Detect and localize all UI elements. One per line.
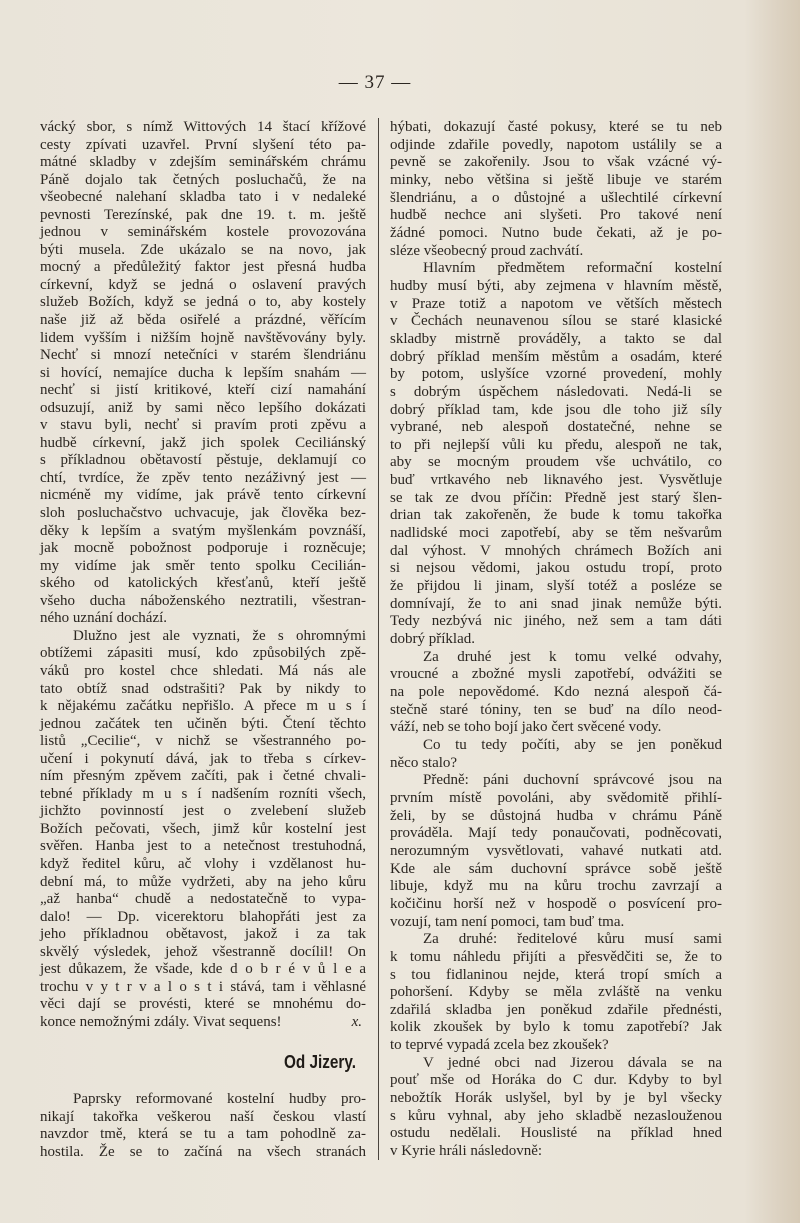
text-line xyxy=(40,224,366,242)
line-text: dobrý příklad. xyxy=(390,631,475,648)
text-line xyxy=(390,861,722,879)
text-line xyxy=(390,119,722,137)
line-text: libuje, když mu na kůru trochu zavrzají a xyxy=(390,878,722,895)
text-line xyxy=(40,330,366,348)
text-line xyxy=(390,313,722,331)
text-line xyxy=(40,294,366,312)
line-text: hudby musí býti, aby zejmena v hlavním městě, xyxy=(390,277,722,294)
paragraph xyxy=(40,628,366,1032)
text-line xyxy=(390,737,722,755)
line-text: když ředitel kůru, ač vlohy i vzdělanost hu- xyxy=(40,855,366,872)
paragraph xyxy=(390,649,722,737)
line-text: odjinde zdařile povedly, napotom ustálily se a xyxy=(390,136,722,153)
text-line xyxy=(40,610,366,628)
text-line xyxy=(390,578,722,596)
line-text: hudbě nechce ani slyšeti. Pro takové není xyxy=(390,207,722,224)
line-text: aby se mocným proudem vše uchvátilo, co xyxy=(390,454,722,471)
text-line xyxy=(390,825,722,843)
line-text: hýbati, dokazují časté pokusy, které se tu neb xyxy=(390,119,722,135)
line-text: pouť mše od Horáka do C dur. Kdyby to byl xyxy=(390,1072,722,1089)
line-text: dobrý příklad tam, kde jsou dle toho již síly xyxy=(390,401,722,418)
text-line xyxy=(390,1072,722,1090)
line-text: trochu v y t r v a l o s t i stává, tam i věhlasné xyxy=(40,978,366,995)
text-line xyxy=(390,154,722,172)
text-line xyxy=(40,558,366,576)
text-line xyxy=(390,896,722,914)
line-text: sloh posluchačstvo uchvacuje, jak člověka bez- xyxy=(40,505,366,522)
text-line xyxy=(40,803,366,821)
line-text: si hovící, nemajíce ducha k lepším snahám — xyxy=(40,364,366,381)
line-text: v Čechách neunavenou sílou se staré klasické xyxy=(390,313,722,330)
text-line xyxy=(390,278,722,296)
column-divider xyxy=(378,118,379,1160)
text-line xyxy=(40,716,366,734)
line-text: s tou fidlaninou nejde, která tropí smích a xyxy=(390,966,722,983)
text-line xyxy=(40,172,366,190)
line-text: nadlidské moci zapotřebí, aby se těm nešvarům xyxy=(390,525,722,542)
text-line xyxy=(390,613,722,631)
text-line xyxy=(40,1144,366,1162)
line-text: mátné skladby v zdejším seminářském chrámu xyxy=(40,154,366,171)
line-text: skladby mistrně prováděly, a takto se dal xyxy=(390,330,722,347)
text-line xyxy=(40,979,366,997)
line-text: zdařilá skladba jen poněkud zdařile přednésti, xyxy=(390,1001,722,1018)
line-text: stečně staré tóniny, ten se buď na dílo neod- xyxy=(390,701,722,718)
text-line xyxy=(390,1055,722,1073)
text-line xyxy=(390,437,722,455)
author-signature: x. xyxy=(351,1013,362,1030)
line-text: vácký sbor, s nímž Wittových 14 štací křížové xyxy=(40,119,366,135)
line-text: by potom, uslyšíce vzorné provedení, mohly xyxy=(390,366,722,383)
line-text: mocný a předůležitý faktor jest přesná hudba xyxy=(40,259,366,276)
text-line xyxy=(40,207,366,225)
text-line xyxy=(40,891,366,909)
text-line xyxy=(390,1143,722,1161)
text-line xyxy=(40,417,366,435)
text-line xyxy=(40,452,366,470)
text-line xyxy=(390,631,722,649)
line-text: jak mocně pobožnost podporuje i rozněcuje; xyxy=(40,540,366,557)
line-text: k nějakému začátku nepřišlo. A přece m u s í xyxy=(40,698,366,715)
line-text: že přijdou li jinam, slyší totéž a posléze se xyxy=(390,578,722,595)
text-line xyxy=(40,523,366,541)
text-line xyxy=(40,347,366,365)
text-line xyxy=(390,719,722,737)
line-text: Předně: páni duchovní správcové jsou na xyxy=(423,772,722,789)
text-line xyxy=(40,154,366,172)
text-line xyxy=(390,790,722,808)
line-text: drian tak zakořeněn, že bude k tomu takořka xyxy=(390,507,722,524)
line-text: si nejsou vědomi, jakou ostudu tropí, proto xyxy=(390,560,722,577)
line-text: ného uznání dochází. xyxy=(40,610,168,627)
text-line xyxy=(390,702,722,720)
line-text: ním přesným zpěvem začíti, pak i četné chvali- xyxy=(40,768,366,785)
paragraph xyxy=(390,772,722,931)
line-text: Hlavním předmětem reformační kostelní xyxy=(423,260,722,277)
text-line xyxy=(40,312,366,330)
text-line xyxy=(40,768,366,786)
text-line xyxy=(390,384,722,402)
text-line xyxy=(40,277,366,295)
text-line xyxy=(40,821,366,839)
line-text: jichžto povinností jest o zvelebení služeb xyxy=(40,803,366,820)
text-line xyxy=(40,593,366,611)
line-text: hostila. Že se to začíná na všech stranách xyxy=(40,1143,366,1160)
line-text: Za druhé jest k tomu velké odvahy, xyxy=(423,648,722,665)
line-text: Co tu tedy počíti, aby se jen poněkud xyxy=(423,736,722,753)
section-heading: Od Jizery. xyxy=(284,1052,356,1072)
line-text: žádné pomoci. Nutno bude čekati, až je po- xyxy=(390,224,722,241)
line-text: vybrané, neb alespoň dostatečné, nehne se xyxy=(390,419,722,436)
text-line xyxy=(40,189,366,207)
text-line xyxy=(40,909,366,927)
text-line xyxy=(390,984,722,1002)
text-line xyxy=(40,786,366,804)
text-line xyxy=(390,525,722,543)
line-text: hudbě církevní, jakž jich spolek Ceciliánský xyxy=(40,434,366,451)
paragraph xyxy=(40,1091,366,1161)
line-text: s kůru vyhnal, aby jeho skladbě nezaslouženou xyxy=(390,1107,722,1124)
text-line xyxy=(390,454,722,472)
text-line xyxy=(390,402,722,420)
line-text: na pole nepovědomé. Kdo nezná alespoň čá- xyxy=(390,684,722,700)
text-line xyxy=(390,543,722,561)
text-line xyxy=(40,119,366,137)
line-text: s příkladnou obětavostí pěstuje, deklamují co xyxy=(40,452,366,469)
text-line xyxy=(390,296,722,314)
text-line xyxy=(390,1002,722,1020)
text-line xyxy=(40,400,366,418)
line-text: v Praze totiž a napotom ve větších městech xyxy=(390,295,722,312)
text-line xyxy=(40,874,366,892)
line-text: dalo! — Dp. vicerektoru blahopřáti jest za xyxy=(40,908,366,925)
line-text: cesty zpívati uzavřel. První slyšení této pa- xyxy=(40,136,366,153)
right-column xyxy=(390,119,722,1161)
text-line xyxy=(40,628,366,646)
line-text: Kde ale sám duchovní správce sobě ještě xyxy=(390,860,722,877)
line-text: váků pro kostel chce shledati. Má nás ale xyxy=(40,662,366,679)
text-line xyxy=(40,1109,366,1127)
line-text: listů „Cecilie“, v nichž se všestranného po- xyxy=(40,733,366,750)
text-line xyxy=(40,996,366,1014)
text-line xyxy=(390,1108,722,1126)
line-text: obtížemi zápasiti musí, kdo způsobilých zpě- xyxy=(40,645,366,662)
text-line xyxy=(40,681,366,699)
line-text: to teprvé vypadá zcela bez zkoušek? xyxy=(390,1037,609,1054)
line-text: kočičinu horší než v hospodě o posvícení pro- xyxy=(390,895,722,912)
text-line xyxy=(40,961,366,979)
text-line xyxy=(40,435,366,453)
line-text: lidem vyšším i nižším hojně navštěvovány byly. xyxy=(40,329,366,346)
text-line xyxy=(390,649,722,667)
line-text: my vidíme jak směr tento spolku Cecilián- xyxy=(40,557,366,574)
text-line xyxy=(390,472,722,490)
line-text: vozují, tam není pomoci, tam buď tma. xyxy=(390,913,625,930)
text-line xyxy=(390,207,722,225)
text-line xyxy=(390,331,722,349)
line-text: prováděla. Mají tedy ponaučovati, podněcovati, xyxy=(390,825,722,842)
text-line xyxy=(390,560,722,578)
line-text: svěřen. Hanba jest to a netečnost trestuhodná, xyxy=(40,838,366,855)
line-text: nicméně my vidíme, jak právě tento církevní xyxy=(40,487,366,504)
text-line xyxy=(40,733,366,751)
line-text: jednou začátek ten učiněn býti. Čtení těchto xyxy=(40,715,366,732)
text-line xyxy=(390,243,722,261)
line-text: Páně dojalo tak četných posluchačů, že na xyxy=(40,171,366,188)
line-text: Paprsky reformované kostelní hudby pro- xyxy=(73,1091,366,1107)
text-line xyxy=(390,666,722,684)
line-text: nebožtík Horák uslyšel, byl by je byl všecky xyxy=(390,1090,722,1107)
text-line xyxy=(390,225,722,243)
text-line xyxy=(390,419,722,437)
text-line xyxy=(40,575,366,593)
text-line xyxy=(40,365,366,383)
line-text: děky k lepším a svatým myšlenkám povznáší, xyxy=(40,522,366,539)
line-text: naše již až běda osiřelé a prázdné, věřícím xyxy=(40,312,366,329)
line-text: to při nejlepší vůli ku předu, alespoň ne tak, xyxy=(390,436,722,453)
line-text: dal výhost. V mnohých chrámech Božích ani xyxy=(390,542,722,559)
line-text: k tomu náhledu přijíti a přesvědčiti se, že to xyxy=(390,948,722,965)
line-text: služeb Božích, když se jedná o to, aby kostely xyxy=(40,294,366,311)
left-column xyxy=(40,119,366,1031)
section-body xyxy=(40,1091,366,1161)
line-text: tato obtíž snad odstrašiti? Pak by nikdy to xyxy=(40,680,366,697)
line-text: vroucné a zbožné mysli zapotřebí, odvážiti se xyxy=(390,666,722,683)
text-line xyxy=(390,1019,722,1037)
line-text: v stavu byli, nechť si pravím proti zpěvu a xyxy=(40,417,366,434)
paragraph xyxy=(390,1055,722,1161)
text-line xyxy=(390,967,722,985)
line-text: „až hanba“ chudě a nedostatečně to vypa- xyxy=(40,891,366,908)
text-line xyxy=(40,382,366,400)
text-line xyxy=(40,137,366,155)
text-line xyxy=(390,507,722,525)
text-line xyxy=(390,137,722,155)
text-line xyxy=(40,751,366,769)
text-line xyxy=(40,663,366,681)
text-line xyxy=(390,808,722,826)
text-line xyxy=(390,260,722,278)
text-line xyxy=(40,645,366,663)
line-text: dobrý příklad menším městům a osadám, které xyxy=(390,348,722,365)
paragraph xyxy=(390,119,722,260)
line-text: kolik zkoušek by bylo k tomu zapotřebí? Jak xyxy=(390,1019,722,1036)
line-text: něco stalo? xyxy=(390,754,458,771)
line-text: minky, nebo většina si ještě libuje ve starém xyxy=(390,171,722,188)
text-line xyxy=(40,698,366,716)
paragraph xyxy=(390,931,722,1055)
text-line xyxy=(40,856,366,874)
paragraph xyxy=(40,119,366,628)
text-line xyxy=(390,349,722,367)
line-text: s dobrým úspěchem následovati. Nedá-li se xyxy=(390,383,722,400)
text-line xyxy=(40,944,366,962)
paragraph xyxy=(390,260,722,648)
text-line xyxy=(40,487,366,505)
line-text: učení i pokynutí dává, jak to třeba s církev- xyxy=(40,750,366,767)
line-text: jednou v seminářském kostele provozována xyxy=(40,224,366,241)
line-text: skvělý výsledek, jehož všestranně docílil! On xyxy=(40,943,366,960)
line-text: šlendriánu, a o důstojné a ušlechtilé církevní xyxy=(390,189,722,206)
text-line xyxy=(40,1091,366,1109)
text-line xyxy=(40,926,366,944)
line-text: želi, by se důstojná hudba v chrámu Páně xyxy=(390,807,722,824)
page-number: — 37 — xyxy=(338,72,412,93)
text-line xyxy=(40,470,366,488)
line-text: Božích pečovati, všech, jimž kůr kostelní jest xyxy=(40,820,366,837)
text-line xyxy=(390,596,722,614)
text-line xyxy=(390,684,722,702)
text-line xyxy=(390,172,722,190)
line-text: Dlužno jest ale vyznati, že s ohromnými xyxy=(73,627,366,644)
line-text: pevnosti Terezínské, pak dne 19. t. m. ještě xyxy=(40,206,366,223)
line-text: nerozumným vysvětlovati, vahavé nutkati atd. xyxy=(390,842,722,859)
line-text: Za druhé: ředitelové kůru musí sami xyxy=(423,931,722,948)
line-text: sléze všeobecný proud zachvátí. xyxy=(390,242,584,259)
text-line xyxy=(40,1014,366,1032)
line-text: pevně se zakořenily. Jsou to však vzácné vý- xyxy=(390,154,722,171)
text-line xyxy=(390,931,722,949)
line-text: V jedné obci nad Jizerou dávala se na xyxy=(423,1054,722,1071)
line-text: všeobecné nalehaní skladba tato i v nedaleké xyxy=(40,189,366,206)
text-line xyxy=(40,540,366,558)
text-line xyxy=(40,242,366,260)
line-text: se tak ze dvou příčin: Předně jest starý šlen- xyxy=(390,489,722,506)
text-line xyxy=(390,949,722,967)
line-text: váží, neb se toho bojí jako čert svěcené vody. xyxy=(390,719,662,736)
text-line xyxy=(40,1126,366,1144)
line-text: buď vrtkavého neb liknavého jest. Vysvětluje xyxy=(390,472,722,489)
line-text: jeho příkladnou obětavost, jakož i za tak xyxy=(40,926,366,943)
line-text: Nechť si mnozí netečníci v starém šlendriánu xyxy=(40,347,366,364)
line-text: tebné příklady m u s í nadšením rozníti všech, xyxy=(40,785,366,802)
text-line xyxy=(390,1090,722,1108)
line-text: jest důkazem, že všade, kde d o b r é v ů l e a xyxy=(40,961,366,978)
paragraph xyxy=(390,737,722,772)
line-text: nikají takořka veškerou naší českou vlastí xyxy=(40,1108,366,1125)
line-text: Tedy nezbývá nic jiného, než sem a tam dáti xyxy=(390,613,722,630)
text-line xyxy=(390,755,722,773)
text-line xyxy=(390,366,722,384)
line-text: pohoršení. Kdyby se měla zvláště na venku xyxy=(390,984,722,1001)
text-line xyxy=(390,914,722,932)
text-line xyxy=(390,190,722,208)
text-line xyxy=(40,838,366,856)
text-line xyxy=(390,878,722,896)
line-text: odsuzují, aniž by sami něco lepšího dokázati xyxy=(40,399,366,416)
line-text: dební má, to může vydržeti, aby na jeho kůru xyxy=(40,873,366,890)
text-line xyxy=(40,259,366,277)
text-line xyxy=(390,843,722,861)
line-text: chtí, tvrdíce, že zpěv tento nezáživný jest — xyxy=(40,469,366,486)
line-text: nechť si jistí kritikové, kteří cizí namahání xyxy=(40,382,366,399)
text-line xyxy=(390,1125,722,1143)
text-line xyxy=(390,490,722,508)
line-text: domnívají, že to ani snad jinak nemůže býti. xyxy=(390,595,722,612)
line-text: církevní, když se jedná o oslavení pravých xyxy=(40,276,366,293)
line-text: ostudu nedělali. Houslisté na příklad hned xyxy=(390,1125,722,1142)
line-text: býti musela. Zde ukázalo se na novo, jak xyxy=(40,241,366,258)
line-text: v Kyrie hráli následovně: xyxy=(390,1143,543,1160)
line-text: ského od katolických křesťanů, kteří ještě xyxy=(40,575,366,592)
text-line xyxy=(40,505,366,523)
line-text: konce nemožnými zdály. Vivat sequens! xyxy=(40,1013,282,1030)
line-text: prvním místě povoláni, aby svědomitě přihlí- xyxy=(390,789,722,806)
line-text: věci dají se provésti, které se mnohému do- xyxy=(40,996,366,1013)
text-line xyxy=(390,772,722,790)
text-line xyxy=(390,1037,722,1055)
line-text: navzdor tmě, která se tu a tam pohodlně za- xyxy=(40,1126,366,1143)
line-text: všeho ducha náboženského neztratili, všestran- xyxy=(40,592,366,609)
